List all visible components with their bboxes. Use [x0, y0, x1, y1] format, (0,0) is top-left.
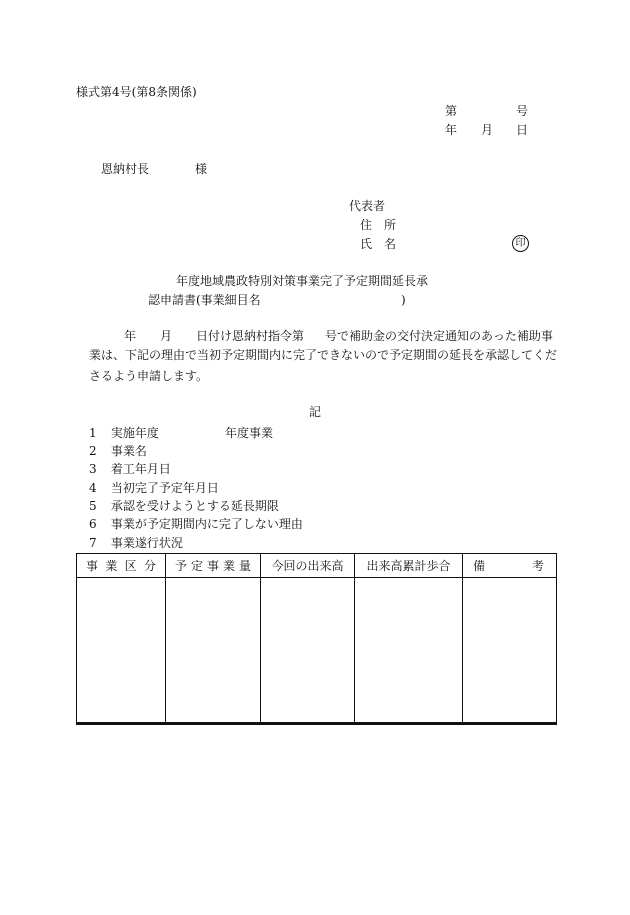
list-item — [89, 518, 303, 534]
item-label: 当初完了予定年月日 — [110, 481, 219, 495]
representative-label: 代表者 — [349, 199, 386, 213]
status-table — [76, 553, 557, 725]
item-number: 4 — [89, 481, 97, 495]
table-row — [77, 578, 557, 725]
seal-icon — [512, 235, 529, 252]
item-label: 事業名 — [110, 444, 147, 458]
document-number-prefix: 第 — [445, 104, 458, 118]
body-text-rest: 業は、下記の理由で当初予定期間内に完了できないので予定期間の延長を承認してくださるよう申請します。 — [89, 348, 558, 383]
table-cell[interactable] — [77, 578, 166, 725]
body-text-line1: 日付け恩納村指令第 — [196, 329, 305, 343]
item-number: 5 — [89, 499, 97, 513]
title-line2-close: ) — [401, 293, 406, 307]
body-month: 月 — [160, 329, 173, 343]
seal-label: 印 — [515, 237, 526, 249]
item-label: 事業遂行状況 — [110, 536, 183, 550]
document-number-suffix: 号 — [516, 104, 529, 118]
header-planned-volume: 予 定 事 業 量 — [166, 554, 261, 578]
form-number: 様式第4号(第8条関係) — [76, 85, 197, 99]
table-cell[interactable] — [355, 578, 463, 725]
table-header-row — [77, 554, 557, 578]
addressee-name: 恩納村長 — [101, 162, 150, 176]
item-label: 承認を受けようとする延長期限 — [110, 499, 279, 513]
header-current-output: 今回の出来高 — [261, 554, 355, 578]
header-cumulative-rate: 出来高累計歩合 — [355, 554, 463, 578]
record-mark: 記 — [309, 405, 322, 419]
date-day: 日 — [516, 123, 529, 137]
item-number: 6 — [89, 517, 97, 531]
item-label: 着工年月日 — [110, 462, 171, 476]
item-number: 7 — [89, 536, 97, 550]
item-number: 1 — [89, 426, 97, 440]
address-label: 住 所 — [360, 218, 397, 232]
table-cell[interactable] — [166, 578, 261, 725]
list-item — [89, 445, 147, 461]
table-bottom-rule — [76, 722, 556, 725]
title-line1: 年度地域農政特別対策事業完了予定期間延長承 — [176, 274, 429, 288]
name-label: 氏 名 — [360, 237, 397, 251]
body-text-line1b: 号で補助金の交付決定通知のあった補助事 — [325, 329, 553, 343]
table-cell[interactable] — [463, 578, 557, 725]
date-month: 月 — [481, 123, 494, 137]
list-item — [89, 500, 279, 516]
item-label: 事業が予定期間内に完了しない理由 — [110, 517, 303, 531]
date-year: 年 — [445, 123, 458, 137]
body-year: 年 — [124, 329, 137, 343]
addressee-honorific: 様 — [195, 162, 208, 176]
list-item — [89, 482, 219, 498]
title-line2-label: 認申請書(事業細目名 — [148, 293, 261, 307]
header-business-category: 事 業 区 分 — [77, 554, 166, 578]
table-cell[interactable] — [261, 578, 355, 725]
list-item — [89, 463, 171, 479]
item-label: 実施年度 — [110, 426, 159, 440]
item-number: 2 — [89, 444, 97, 458]
list-item — [89, 426, 274, 443]
item-number: 3 — [89, 462, 97, 476]
list-item — [89, 537, 183, 553]
item-suffix: 年度事業 — [225, 426, 274, 440]
header-remarks: 備 考 — [463, 554, 557, 578]
